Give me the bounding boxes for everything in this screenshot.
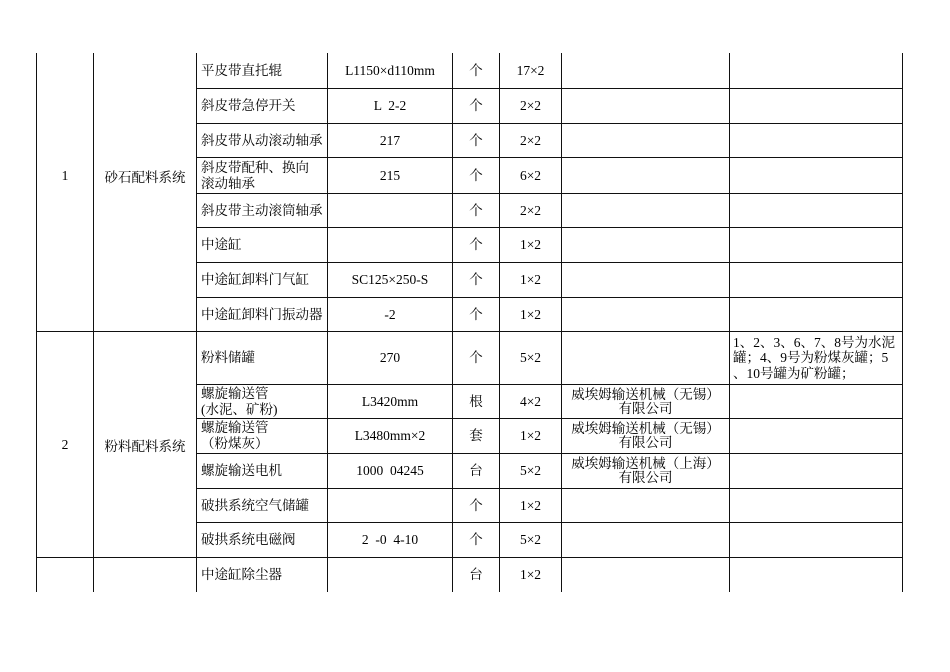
item-name-text: 粉料储罐 (201, 350, 255, 365)
remarks-cell (729, 157, 903, 193)
unit-text: 个 (469, 350, 483, 365)
spec-cell (327, 384, 452, 418)
system-name-cell (93, 331, 196, 557)
unit-text: 根 (469, 393, 483, 409)
item-name-text: 破拱系统空气储罐 (201, 497, 309, 513)
unit-cell (452, 88, 499, 123)
manufacturer-cell (561, 227, 729, 262)
remarks-cell (729, 227, 903, 262)
manufacturer-text: 威埃姆输送机械（无锡）有限公司 (571, 421, 720, 450)
quantity-cell (499, 53, 561, 88)
quantity-cell (499, 88, 561, 123)
item-name-text: 中途缸除尘器 (201, 567, 282, 582)
remarks-cell (729, 522, 903, 557)
unit-cell (452, 227, 499, 262)
remarks-cell (729, 193, 903, 227)
group-number-cell (36, 53, 93, 331)
manufacturer-cell (561, 193, 729, 227)
item-name-cell (196, 384, 327, 418)
item-name-text: 斜皮带急停开关 (201, 98, 296, 113)
system-name: 砂石配料系统 (104, 170, 186, 185)
quantity-text: 4×2 (519, 393, 542, 409)
item-name-cell (196, 193, 327, 227)
manufacturer-cell (561, 297, 729, 331)
quantity-cell (499, 557, 561, 592)
quantity-cell (499, 297, 561, 331)
manufacturer-cell (561, 488, 729, 522)
spec-cell (327, 331, 452, 384)
manufacturer-cell (561, 522, 729, 557)
manufacturer-text: 威埃姆输送机械（无锡）有限公司 (571, 386, 720, 416)
quantity-cell (499, 227, 561, 262)
unit-cell (452, 157, 499, 193)
unit-cell (452, 123, 499, 157)
unit-cell (452, 331, 499, 384)
quantity-cell (499, 331, 561, 384)
item-name-cell (196, 522, 327, 557)
quantity-text: 2×2 (519, 98, 542, 113)
spec-cell (327, 522, 452, 557)
manufacturer-cell (561, 331, 729, 384)
item-name-cell (196, 88, 327, 123)
unit-text: 套 (469, 428, 483, 443)
unit-text: 台 (469, 463, 483, 478)
system-name: 粉料配料系统 (104, 439, 186, 454)
unit-cell (452, 53, 499, 88)
remarks-cell (729, 488, 903, 522)
quantity-text: 2×2 (519, 202, 542, 218)
remarks-cell (729, 262, 903, 297)
quantity-cell (499, 522, 561, 557)
item-name-text: 平皮带直托辊 (201, 62, 282, 78)
item-name-cell (196, 453, 327, 488)
unit-text: 台 (469, 567, 483, 582)
spec-text: L 2-2 (373, 98, 407, 113)
item-name-cell (196, 227, 327, 262)
unit-text: 个 (469, 532, 483, 547)
item-name-text: 螺旋输送管 (水泥、矿粉) (201, 385, 278, 417)
spec-cell (327, 193, 452, 227)
unit-text: 个 (469, 202, 483, 218)
spec-cell (327, 418, 452, 453)
remarks-cell (729, 557, 903, 592)
spec-text: 215 (379, 167, 401, 183)
quantity-cell (499, 418, 561, 453)
spec-cell (327, 557, 452, 592)
unit-text: 个 (469, 132, 483, 148)
item-name-text: 斜皮带主动滚筒轴承 (201, 202, 323, 218)
manufacturer-cell (561, 418, 729, 453)
spec-text: 1000 04245 (356, 463, 424, 478)
manufacturer-cell (561, 157, 729, 193)
unit-text: 个 (469, 62, 483, 78)
spec-cell (327, 297, 452, 331)
manufacturer-cell (561, 262, 729, 297)
unit-text: 个 (469, 306, 483, 322)
manufacturer-text: 威埃姆输送机械（上海）有限公司 (571, 456, 720, 485)
spec-cell (327, 88, 452, 123)
spec-text: SC125×250-S (351, 272, 429, 287)
group-number-cell (36, 331, 93, 557)
quantity-text: 5×2 (519, 350, 542, 365)
group-number: 1 (61, 168, 69, 183)
unit-cell (452, 522, 499, 557)
remarks-cell (729, 453, 903, 488)
unit-text: 个 (469, 272, 483, 287)
unit-cell (452, 384, 499, 418)
item-name-text: 中途缸卸料门气缸 (201, 272, 309, 287)
remarks-cell (729, 418, 903, 453)
spec-cell (327, 123, 452, 157)
remarks-cell (729, 331, 903, 384)
remarks-cell (729, 88, 903, 123)
unit-cell (452, 488, 499, 522)
spec-cell (327, 227, 452, 262)
item-name-text: 螺旋输送电机 (201, 463, 282, 478)
quantity-text: 1×2 (519, 272, 542, 287)
item-name-cell (196, 557, 327, 592)
quantity-text: 1×2 (519, 306, 542, 322)
item-name-cell (196, 418, 327, 453)
item-name-text: 斜皮带从动滚动轴承 (201, 132, 323, 148)
manufacturer-cell (561, 88, 729, 123)
spec-text: 2 -0 4-10 (361, 532, 419, 547)
spec-cell (327, 157, 452, 193)
quantity-text: 1×2 (519, 428, 542, 443)
item-name-text: 螺旋输送管 （粉煤灰） (201, 420, 269, 451)
remarks-text: 1、2、3、6、7、8号为水泥罐；4、9号为粉煤灰罐；5、10号罐为矿粉罐； (733, 334, 895, 381)
manufacturer-cell (561, 384, 729, 418)
item-name-text: 破拱系统电磁阀 (201, 532, 296, 547)
system-name-cell (93, 53, 196, 331)
unit-text: 个 (469, 98, 483, 113)
quantity-cell (499, 262, 561, 297)
item-name-cell (196, 123, 327, 157)
spec-text: L3480mm×2 (354, 428, 426, 443)
remarks-cell (729, 123, 903, 157)
item-name-cell (196, 488, 327, 522)
quantity-cell (499, 488, 561, 522)
remarks-cell (729, 384, 903, 418)
spec-cell (327, 262, 452, 297)
unit-cell (452, 262, 499, 297)
quantity-text: 1×2 (519, 497, 542, 513)
item-name-text: 中途缸 (201, 237, 242, 252)
spec-text: L1150×d110mm (345, 62, 435, 78)
quantity-text: 6×2 (519, 167, 542, 183)
quantity-cell (499, 453, 561, 488)
unit-text: 个 (469, 497, 483, 513)
spec-text: 270 (379, 350, 401, 365)
item-name-text: 中途缸卸料门振动器 (201, 306, 323, 322)
system-name-cell (93, 557, 196, 592)
spec-cell (327, 488, 452, 522)
unit-cell (452, 297, 499, 331)
manufacturer-cell (561, 123, 729, 157)
spec-cell (327, 53, 452, 88)
manufacturer-cell (561, 557, 729, 592)
item-name-cell (196, 262, 327, 297)
item-name-cell (196, 53, 327, 88)
quantity-text: 17×2 (516, 62, 545, 78)
quantity-text: 1×2 (519, 567, 542, 582)
quantity-cell (499, 193, 561, 227)
remarks-cell (729, 53, 903, 88)
unit-cell (452, 557, 499, 592)
spec-text: 217 (379, 132, 401, 148)
unit-text: 个 (469, 167, 483, 183)
unit-cell (452, 193, 499, 227)
item-name-cell (196, 157, 327, 193)
item-name-cell (196, 331, 327, 384)
item-name-text: 斜皮带配种、换向 滚动轴承 (201, 159, 309, 191)
group-number-cell (36, 557, 93, 592)
quantity-text: 5×2 (519, 463, 542, 478)
quantity-cell (499, 157, 561, 193)
item-name-cell (196, 297, 327, 331)
quantity-cell (499, 123, 561, 157)
manufacturer-cell (561, 453, 729, 488)
quantity-cell (499, 384, 561, 418)
quantity-text: 1×2 (519, 237, 542, 252)
unit-cell (452, 418, 499, 453)
spec-text: L3420mm (361, 393, 419, 409)
spec-cell (327, 453, 452, 488)
unit-text: 个 (469, 237, 483, 252)
group-number: 2 (61, 437, 69, 452)
remarks-cell (729, 297, 903, 331)
unit-cell (452, 453, 499, 488)
quantity-text: 5×2 (519, 532, 542, 547)
manufacturer-cell (561, 53, 729, 88)
spec-text: -2 (384, 306, 396, 322)
quantity-text: 2×2 (519, 132, 542, 148)
